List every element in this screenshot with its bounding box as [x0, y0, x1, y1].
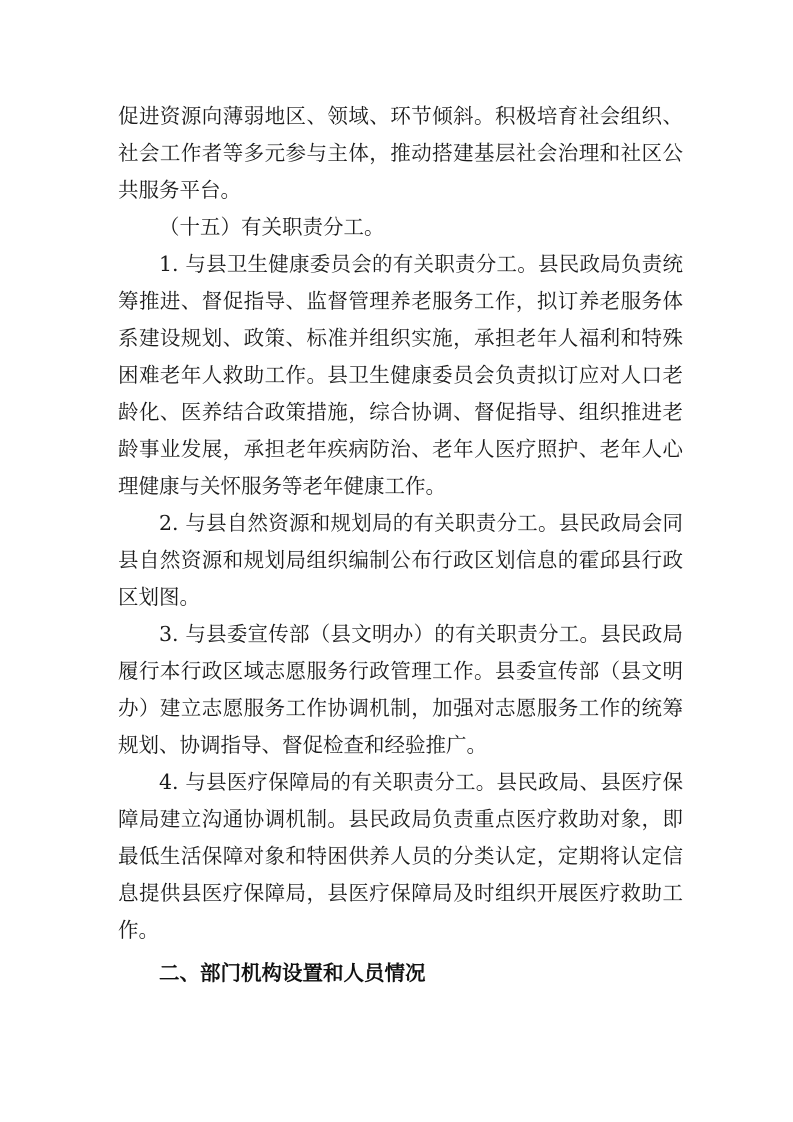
paragraph-item-1: 1. 与县卫生健康委员会的有关职责分工。县民政局负责统筹推进、督促指导、监督管理养老服务工作，拟订养老服务体系建设规划、政策、标准并组织实施，承担老年人福利和特殊困难老年人救助工作。县卫生健康委员会负责拟订应对人口老龄化、医养结合政策措施，综合协调、督促指导、组织推进老龄事业发展，承担老年疾病防治、老年人医疗照护、老年人心理健康与关怀服务等老年健康工作。: [118, 252, 683, 498]
paragraph-continuation: 促进资源向薄弱地区、领域、环节倾斜。积极培育社会组织、社会工作者等多元参与主体，推动搭建基层社会治理和社区公共服务平台。: [118, 104, 683, 202]
paragraph-item-3: 3. 与县委宣传部（县文明办）的有关职责分工。县民政局履行本行政区域志愿服务行政管理工作。县委宣传部（县文明办）建立志愿服务工作协调机制，加强对志愿服务工作的统筹规划、协调指导、督促检查和经验推广。: [118, 622, 683, 757]
section-heading: 二、部门机构设置和人员情况: [159, 961, 426, 985]
paragraph-item-2: 2. 与县自然资源和规划局的有关职责分工。县民政局会同县自然资源和规划局组织编制公布行政区划信息的霍邱县行政区划图。: [118, 511, 683, 609]
paragraph-section-15-title: （十五）有关职责分工。: [159, 215, 385, 239]
document-body: [118, 98, 683, 992]
paragraph-item-4: 4. 与县医疗保障局的有关职责分工。县民政局、县医疗保障局建立沟通协调机制。县民政局负责重点医疗救助对象，即最低生活保障对象和特困供养人员的分类认定，定期将认定信息提供县医疗保障局，县医疗保障局及时组织开展医疗救助工作。: [118, 770, 683, 942]
